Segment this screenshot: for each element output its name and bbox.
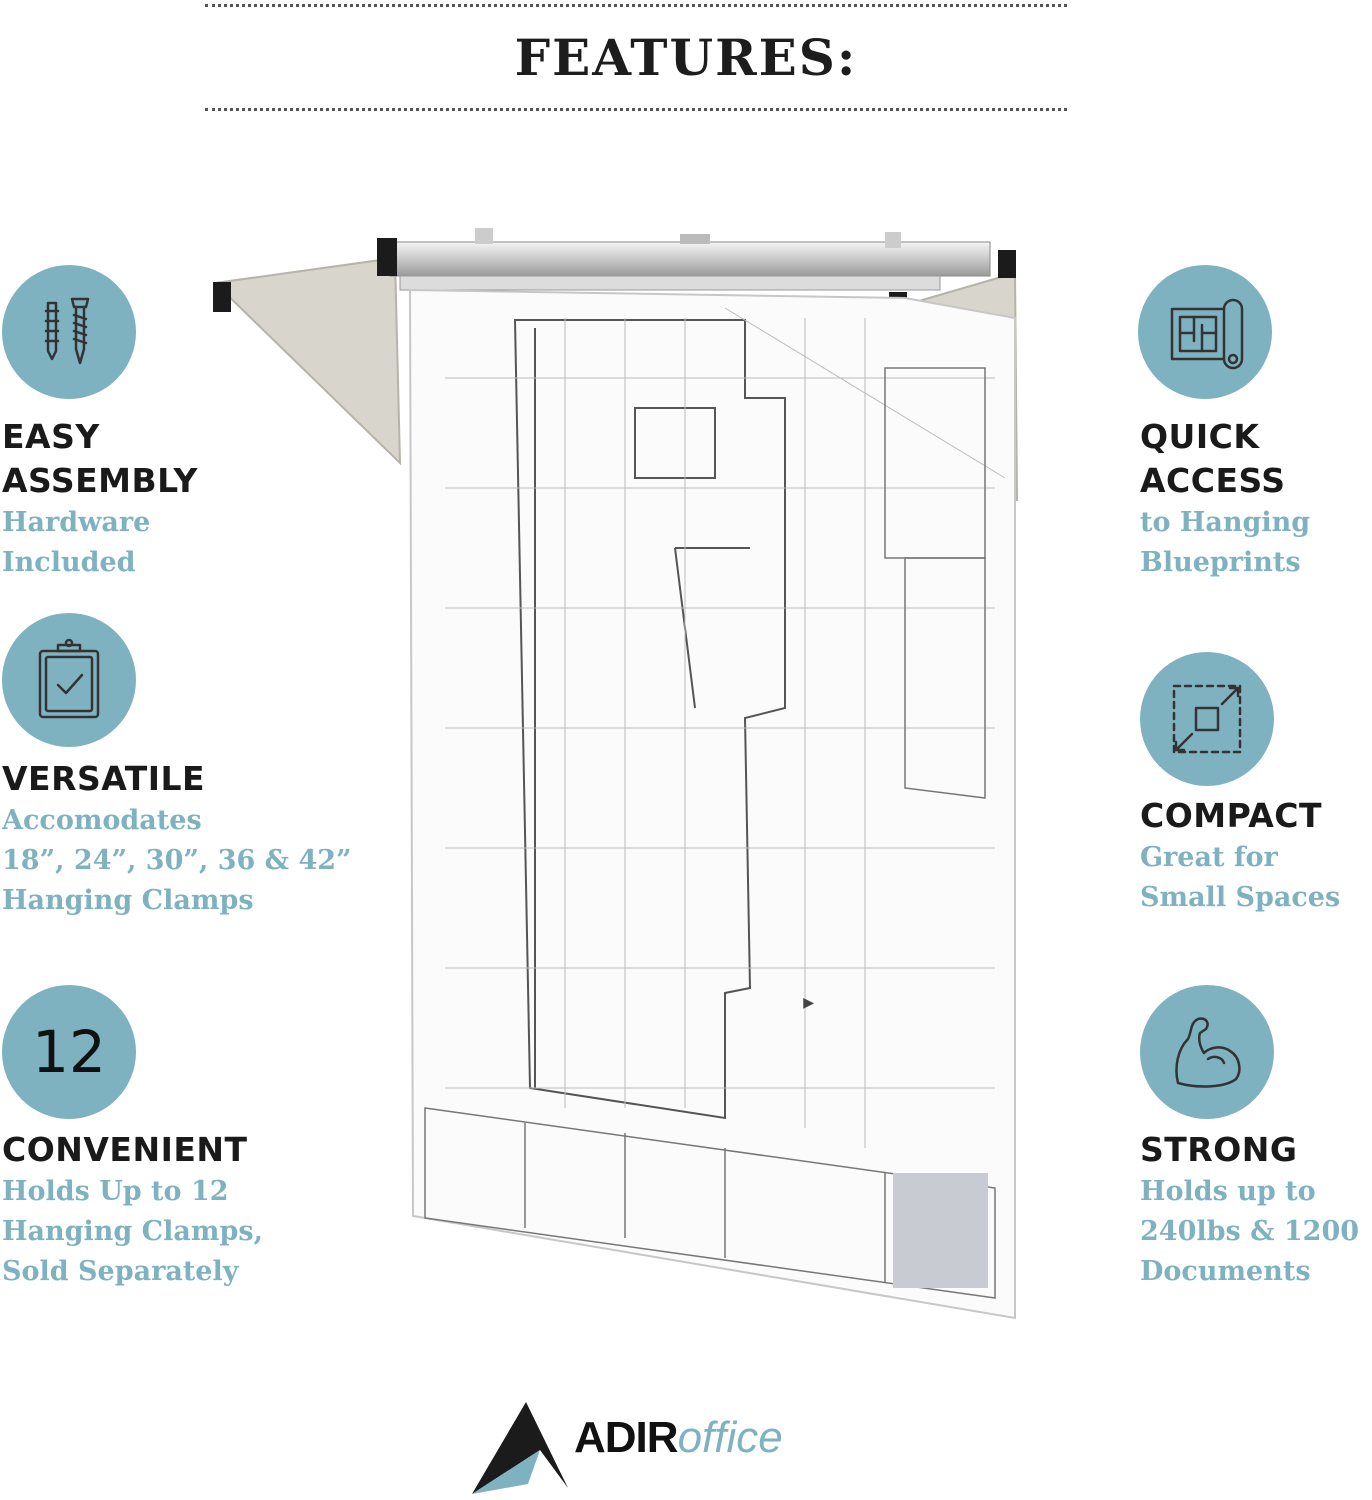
versatile-badge [2, 613, 136, 747]
feature-heading: COMPACT [1140, 796, 1323, 835]
feature-subtext: Accomodates [2, 805, 202, 836]
feature-subtext: Holds Up to 12 [2, 1176, 229, 1207]
feature-subtext: Hanging Clamps, [2, 1216, 263, 1247]
clipboard-check-icon [26, 637, 112, 723]
compress-arrows-icon [1164, 676, 1250, 762]
easy-assembly-badge [2, 265, 136, 399]
feature-heading: QUICK [1140, 417, 1260, 456]
title-divider [205, 108, 1067, 111]
quick-access-badge [1138, 265, 1272, 399]
feature-subtext: Blueprints [1140, 547, 1301, 578]
feature-subtext: Small Spaces [1140, 882, 1341, 913]
product-image [205, 228, 1035, 1328]
brand-wordmark [574, 1412, 783, 1463]
feature-heading: ACCESS [1140, 461, 1286, 500]
brand-light: office [677, 1413, 783, 1462]
flexed-arm-icon [1164, 1009, 1250, 1095]
feature-subtext: Hardware [2, 507, 151, 538]
feature-heading: VERSATILE [2, 759, 206, 798]
feature-subtext: Hanging Clamps [2, 885, 254, 916]
feature-compact [1140, 794, 1340, 918]
compact-badge [1140, 652, 1274, 786]
feature-heading: STRONG [1140, 1130, 1298, 1169]
convenient-badge [2, 985, 136, 1119]
screw-anchor-icon [26, 289, 112, 375]
blueprint-roll-icon [1162, 289, 1248, 375]
feature-strong [1140, 1128, 1359, 1292]
feature-subtext: 240lbs & 1200 [1140, 1216, 1360, 1247]
svg-text:▲: ▲ [801, 998, 817, 1009]
feature-subtext: to Hanging [1140, 507, 1311, 538]
left-wall-bracket [215, 258, 400, 463]
brand-bold: ADIR [574, 1413, 678, 1462]
badge-number: 12 [32, 1018, 106, 1086]
strong-badge [1140, 985, 1274, 1119]
feature-subtext: Included [2, 547, 136, 578]
feature-heading: CONVENIENT [2, 1130, 248, 1169]
feature-heading: EASY [2, 417, 100, 456]
feature-subtext: Sold Separately [2, 1256, 239, 1287]
page-title: FEATURES: [514, 28, 858, 87]
blueprint-sheet [410, 290, 1015, 1318]
feature-heading: ASSEMBLY [2, 461, 198, 500]
feature-easy-assembly [2, 415, 198, 583]
feature-subtext: 18”, 24”, 30”, 36 & 42” [2, 845, 352, 876]
feature-quick-access [1140, 415, 1310, 583]
feature-subtext: Great for [1140, 842, 1278, 873]
top-divider [205, 4, 1067, 7]
feature-subtext: Holds up to [1140, 1176, 1316, 1207]
feature-subtext: Documents [1140, 1256, 1311, 1287]
